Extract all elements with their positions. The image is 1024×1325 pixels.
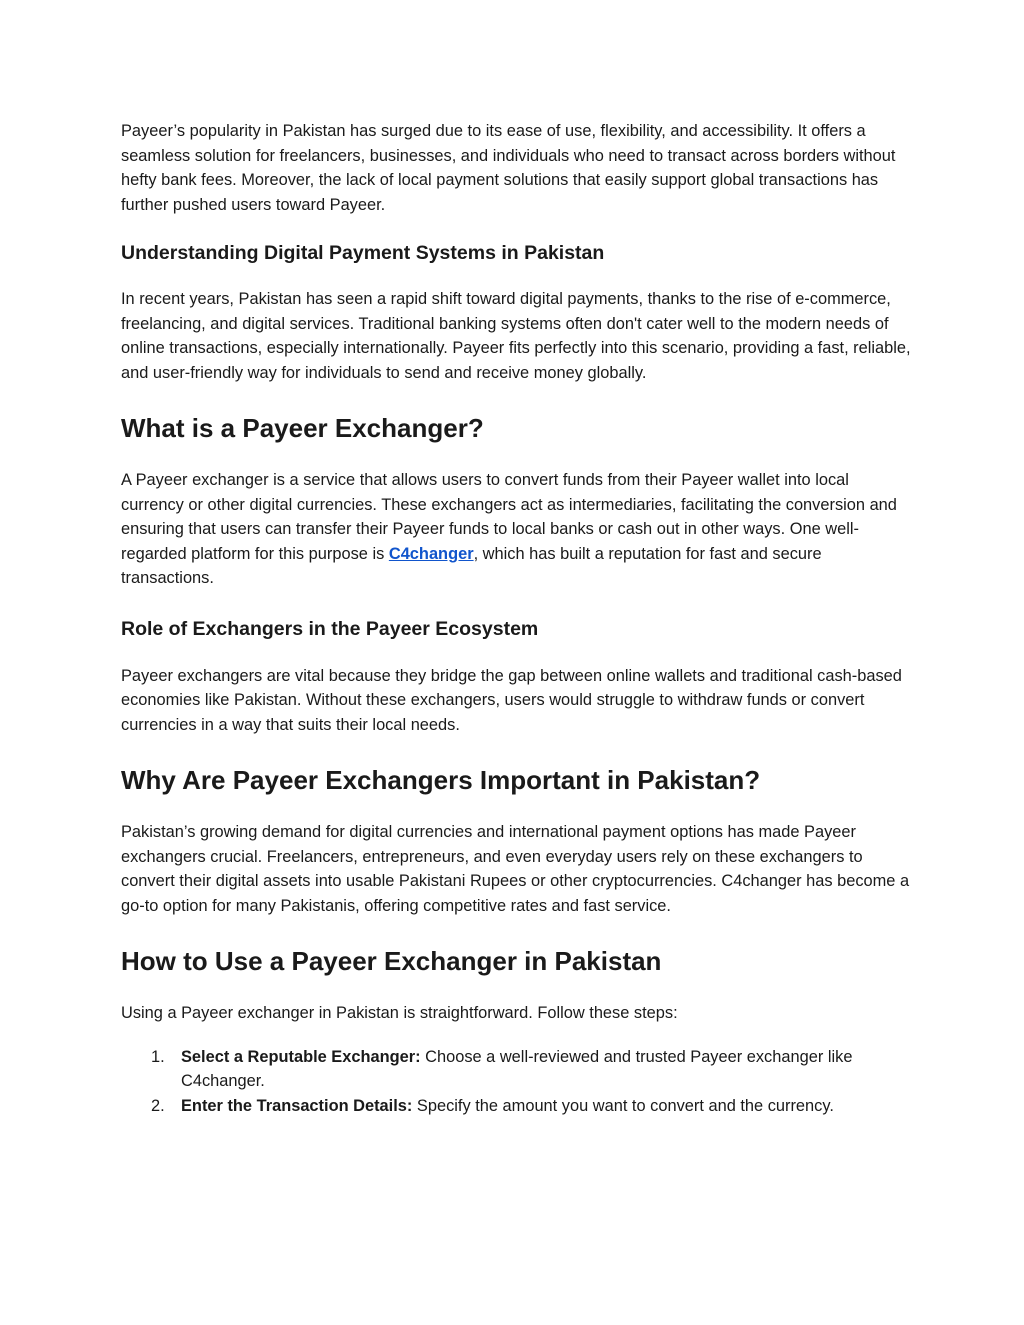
heading-role-of-exchangers: Role of Exchangers in the Payeer Ecosystem: [121, 617, 539, 640]
step-text: Specify the amount you want to convert and the currency.: [412, 1096, 834, 1115]
step-text: Choose a well-reviewed and trusted Payeer exchanger like C4changer.: [181, 1047, 853, 1090]
step-number: 1.: [151, 1047, 165, 1066]
what-is-paragraph: [121, 468, 911, 591]
document-page: [121, 119, 911, 1118]
heading-why-exchangers-important: Why Are Payeer Exchangers Important in Pakistan?: [121, 765, 761, 795]
intro-paragraph: Payeer’s popularity in Pakistan has surged due to its ease of use, flexibility, and accessibility. It offers a seamless solution for freelancers, businesses, and individuals who need to transact across borders without hefty bank fees. Moreover, the lack of local payment solutions that easily support global transactions has further pushed users toward Payeer.: [121, 122, 896, 214]
step-title: Select a Reputable Exchanger:: [181, 1047, 421, 1066]
step-number: 2.: [151, 1096, 165, 1115]
heading-understanding-digital-payments: Understanding Digital Payment Systems in Pakistan: [121, 242, 605, 264]
step-title: Enter the Transaction Details:: [181, 1096, 413, 1115]
what-is-text-after-link: , which has built a reputation for fast and secure transactions.: [121, 544, 822, 587]
role-paragraph: Payeer exchangers are vital because they bridge the gap between online wallets and traditional cash-based economies like Pakistan. Without these exchangers, users would struggle to withdraw funds or convert currencies in a way that suits their local needs.: [121, 666, 902, 734]
how-to-intro-paragraph: Using a Payeer exchanger in Pakistan is straightforward. Follow these steps:: [121, 1004, 678, 1022]
list-item: [121, 1094, 911, 1119]
heading-what-is-payeer-exchanger: What is a Payeer Exchanger?: [121, 413, 484, 443]
what-is-text-before-link: A Payeer exchanger is a service that allows users to convert funds from their Payeer wallet into local currency or other digital currencies. These exchangers act as intermediaries, facilitating the conversion and ensuring that users can transfer their Payeer funds to local banks or cash out in other ways. One well-regarded platform for this purpose is: [121, 471, 897, 563]
understanding-paragraph: In recent years, Pakistan has seen a rapid shift toward digital payments, thanks to the rise of e-commerce, freelancing, and digital services. Traditional banking systems often don't cater well to the modern needs of online transactions, especially internationally. Payeer fits perfectly into this scenario, providing a fast, reliable, and user-friendly way for individuals to send and receive money globally.: [121, 290, 911, 382]
list-item: [121, 1045, 911, 1094]
why-paragraph: Pakistan’s growing demand for digital currencies and international payment options has made Payeer exchangers crucial. Freelancers, entrepreneurs, and even everyday users rely on these exchangers to convert their digital assets into usable Pakistani Rupees or other cryptocurrencies. C4changer has become a go-to option for many Pakistanis, offering competitive rates and fast service.: [121, 823, 910, 915]
heading-how-to-use-exchanger: How to Use a Payeer Exchanger in Pakistan: [121, 946, 662, 976]
c4changer-link[interactable]: C4changer: [388, 544, 474, 563]
steps-list: [121, 1045, 911, 1119]
